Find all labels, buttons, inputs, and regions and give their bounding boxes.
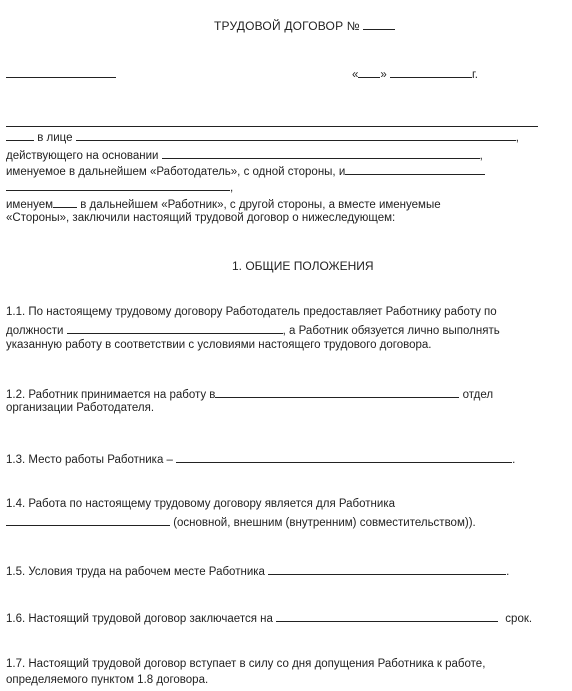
department-blank[interactable] (215, 386, 459, 398)
employee-name-blank-1[interactable] (345, 163, 485, 175)
year-suffix: г. (472, 69, 479, 81)
section-1-heading: 1. ОБЩИЕ ПОЛОЖЕНИЯ (232, 259, 374, 273)
position-label: должности (6, 325, 64, 337)
clause-1-2-text: 1.2. Работник принимается на работу в (6, 389, 216, 401)
comma: , (515, 132, 519, 144)
in-person-label: в лице (37, 132, 73, 144)
clause-1-7-line-2: определяемого пунктом 1.8 договора. (6, 674, 209, 686)
month-year-blank[interactable] (390, 66, 472, 78)
employer-named-label: именуемое в дальнейшем «Работодатель», с одной стороны, и (6, 166, 346, 178)
basis-label: действующего на основании (6, 150, 159, 162)
clause-1-5 (6, 563, 509, 578)
clause-1-3 (6, 451, 515, 466)
period: . (506, 566, 510, 578)
document-title: ТРУДОВОЙ ДОГОВОР № (214, 19, 360, 33)
term-label: срок. (505, 613, 533, 625)
comma: , (230, 182, 234, 194)
contract-number-blank[interactable] (363, 18, 395, 30)
parties-text: «Стороны», заключили настоящий трудовой договор о нижеследующем: (6, 212, 396, 224)
employer-name-blank[interactable] (6, 126, 538, 127)
clause-1-7-line-1: 1.7. Настоящий трудовой договор вступает в силу со дня допущения Работника к работе, (6, 658, 486, 670)
clause-1-6 (6, 610, 532, 625)
place-blank-row (6, 66, 116, 81)
employment-type-blank[interactable] (6, 514, 170, 526)
document-title-row (214, 18, 395, 33)
position-blank[interactable] (67, 322, 283, 334)
clause-1-5-text: 1.5. Условия труда на рабочем месте Работника (6, 566, 265, 578)
basis-blank[interactable] (162, 147, 480, 159)
clause-1-3-text: 1.3. Место работы Работника – (6, 454, 173, 466)
term-blank[interactable] (276, 610, 498, 622)
department-label: отдел (462, 389, 494, 401)
date-close-quote: » (380, 69, 387, 81)
comma: , (479, 150, 483, 162)
representative-prefix-blank[interactable] (6, 129, 34, 141)
employment-type-options: (основной, внешним (внутренним) совместительством)). (173, 517, 476, 529)
clause-1-4-line-2 (6, 514, 476, 529)
place-blank[interactable] (6, 66, 116, 78)
clause-1-1-line-3: указанную работу в соответствии с условиями настоящего трудового договора. (6, 339, 432, 351)
clause-1-1-cont: , а Работник обязуется лично выполнять (282, 325, 500, 337)
working-conditions-blank[interactable] (268, 563, 506, 575)
preamble-line-employee-name (6, 179, 233, 194)
clause-1-6-text: 1.6. Настоящий трудовой договор заключается на (6, 613, 273, 625)
employee-named-start: именуем (6, 199, 53, 211)
clause-1-1-line-2 (6, 322, 500, 337)
preamble-line-employer (6, 163, 485, 178)
day-blank[interactable] (358, 66, 380, 78)
gender-ending-blank[interactable] (53, 196, 77, 208)
preamble-line-basis (6, 147, 483, 162)
preamble-line-parties (6, 212, 395, 224)
preamble-line-representative (6, 129, 519, 144)
date-open-quote: « (352, 69, 359, 81)
clause-1-2-line-1 (6, 386, 493, 401)
preamble-line-employee (6, 196, 441, 211)
workplace-blank[interactable] (176, 451, 512, 463)
date-row (352, 66, 478, 81)
employee-named-rest: в дальнейшем «Работник», с другой стороны, а вместе именуемые (80, 199, 441, 211)
period: . (512, 454, 516, 466)
clause-1-2-line-2: организации Работодателя. (6, 402, 155, 414)
clause-1-4-line-1: 1.4. Работа по настоящему трудовому договору является для Работника (6, 498, 396, 510)
clause-1-1-line-1: 1.1. По настоящему трудовому договору Работодатель предоставляет Работнику работу по (6, 306, 497, 318)
representative-blank[interactable] (76, 129, 516, 141)
employee-name-blank-2[interactable] (6, 179, 230, 191)
